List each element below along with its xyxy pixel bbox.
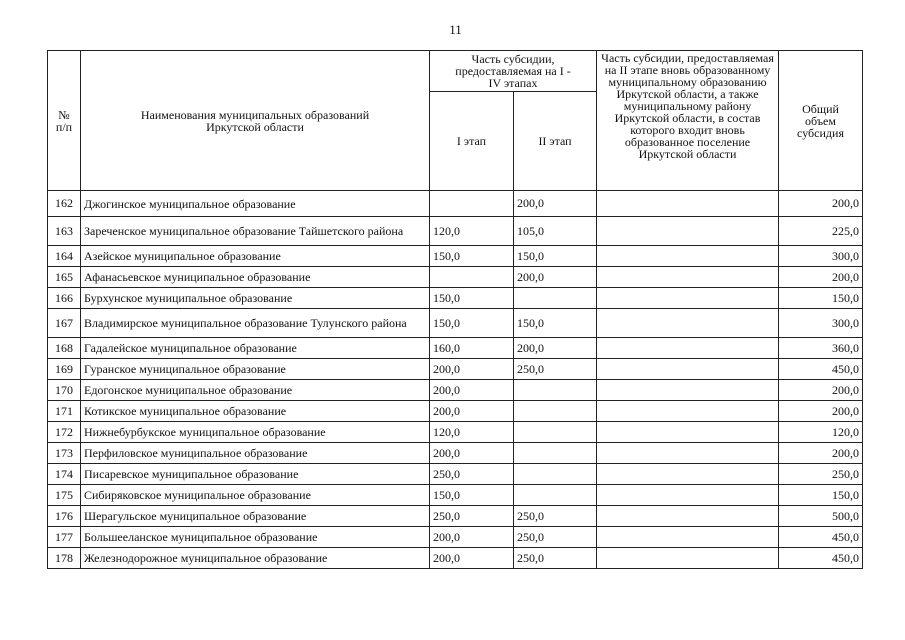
header-num: № п/п [48, 51, 81, 191]
total-value-cell: 200,0 [779, 267, 863, 288]
stage1-value-cell: 200,0 [430, 401, 514, 422]
table-row [48, 443, 863, 464]
table-row [48, 422, 863, 443]
part2-value-cell [597, 288, 779, 309]
stage1-value-cell: 120,0 [430, 422, 514, 443]
stage1-value-cell: 160,0 [430, 338, 514, 359]
stage1-value-cell: 150,0 [430, 309, 514, 338]
stage1-value-cell: 150,0 [430, 485, 514, 506]
stage1-value-cell: 150,0 [430, 246, 514, 267]
total-value-cell: 500,0 [779, 506, 863, 527]
total-value-cell: 360,0 [779, 338, 863, 359]
header-total: Общий объем субсидия [779, 51, 863, 191]
municipality-name-cell: Бурхунское муниципальное образование [81, 288, 430, 309]
part2-value-cell [597, 191, 779, 217]
stage1-value-cell: 250,0 [430, 464, 514, 485]
table-row [48, 527, 863, 548]
row-number-cell: 169 [48, 359, 81, 380]
total-value-cell: 200,0 [779, 443, 863, 464]
stage2-value-cell [514, 401, 597, 422]
stage2-value-cell: 250,0 [514, 506, 597, 527]
total-value-cell: 150,0 [779, 485, 863, 506]
subsidy-table [47, 50, 863, 569]
municipality-name-cell: Владимирское муниципальное образование Тулунского района [81, 309, 430, 338]
row-number-cell: 163 [48, 217, 81, 246]
stage1-value-cell: 150,0 [430, 288, 514, 309]
part2-value-cell [597, 506, 779, 527]
total-value-cell: 200,0 [779, 380, 863, 401]
row-number-cell: 165 [48, 267, 81, 288]
municipality-name-cell: Железнодорожное муниципальное образование [81, 548, 430, 569]
part2-value-cell [597, 246, 779, 267]
table-row [48, 506, 863, 527]
total-value-cell: 450,0 [779, 359, 863, 380]
stage2-value-cell: 250,0 [514, 527, 597, 548]
stage1-value-cell: 120,0 [430, 217, 514, 246]
stage2-value-cell: 105,0 [514, 217, 597, 246]
stage2-value-cell [514, 485, 597, 506]
row-number-cell: 167 [48, 309, 81, 338]
part2-value-cell [597, 359, 779, 380]
part2-value-cell [597, 527, 779, 548]
total-value-cell: 300,0 [779, 309, 863, 338]
table-row [48, 338, 863, 359]
part2-value-cell [597, 464, 779, 485]
municipality-name-cell: Гадалейское муниципальное образование [81, 338, 430, 359]
stage1-value-cell: 250,0 [430, 506, 514, 527]
stage1-value-cell: 200,0 [430, 380, 514, 401]
municipality-name-cell: Шерагульское муниципальное образование [81, 506, 430, 527]
municipality-name-cell: Перфиловское муниципальное образование [81, 443, 430, 464]
total-value-cell: 450,0 [779, 548, 863, 569]
table-row [48, 217, 863, 246]
municipality-name-cell: Нижнебурбукское муниципальное образование [81, 422, 430, 443]
stage1-value-cell: 200,0 [430, 527, 514, 548]
table-row [48, 464, 863, 485]
stage1-value-cell [430, 191, 514, 217]
row-number-cell: 168 [48, 338, 81, 359]
municipality-name-cell: Зареченское муниципальное образование Тайшетского района [81, 217, 430, 246]
table-body [48, 191, 863, 569]
row-number-cell: 176 [48, 506, 81, 527]
part2-value-cell [597, 217, 779, 246]
row-number-cell: 171 [48, 401, 81, 422]
total-value-cell: 150,0 [779, 288, 863, 309]
table-row [48, 191, 863, 217]
row-number-cell: 175 [48, 485, 81, 506]
header-stage1: I этап [430, 92, 514, 191]
municipality-name-cell: Азейское муниципальное образование [81, 246, 430, 267]
stage2-value-cell: 150,0 [514, 246, 597, 267]
row-number-cell: 162 [48, 191, 81, 217]
stage2-value-cell: 150,0 [514, 309, 597, 338]
stage1-value-cell: 200,0 [430, 359, 514, 380]
part2-value-cell [597, 485, 779, 506]
total-value-cell: 200,0 [779, 191, 863, 217]
part2-value-cell [597, 443, 779, 464]
part2-value-cell [597, 422, 779, 443]
total-value-cell: 120,0 [779, 422, 863, 443]
municipality-name-cell: Сибиряковское муниципальное образование [81, 485, 430, 506]
header-part1: Часть субсидии, предоставляемая на I - IV этапах [430, 51, 597, 92]
total-value-cell: 225,0 [779, 217, 863, 246]
table-row [48, 267, 863, 288]
stage2-value-cell: 200,0 [514, 191, 597, 217]
table-header [48, 51, 863, 191]
part2-value-cell [597, 401, 779, 422]
municipality-name-cell: Котикское муниципальное образование [81, 401, 430, 422]
table-row [48, 288, 863, 309]
municipality-name-cell: Джогинское муниципальное образование [81, 191, 430, 217]
stage2-value-cell: 200,0 [514, 338, 597, 359]
total-value-cell: 200,0 [779, 401, 863, 422]
municipality-name-cell: Афанасьевское муниципальное образование [81, 267, 430, 288]
row-number-cell: 174 [48, 464, 81, 485]
stage2-value-cell [514, 464, 597, 485]
stage2-value-cell [514, 443, 597, 464]
row-number-cell: 166 [48, 288, 81, 309]
stage2-value-cell [514, 380, 597, 401]
row-number-cell: 164 [48, 246, 81, 267]
header-stage2: II этап [514, 92, 597, 191]
municipality-name-cell: Писаревское муниципальное образование [81, 464, 430, 485]
part2-value-cell [597, 267, 779, 288]
total-value-cell: 250,0 [779, 464, 863, 485]
stage2-value-cell [514, 422, 597, 443]
row-number-cell: 178 [48, 548, 81, 569]
stage2-value-cell: 250,0 [514, 359, 597, 380]
stage1-value-cell: 200,0 [430, 443, 514, 464]
stage2-value-cell: 200,0 [514, 267, 597, 288]
table-row [48, 246, 863, 267]
row-number-cell: 177 [48, 527, 81, 548]
stage1-value-cell [430, 267, 514, 288]
header-name: Наименования муниципальных образований Иркутской области [81, 51, 430, 191]
row-number-cell: 172 [48, 422, 81, 443]
municipality-name-cell: Гуранское муниципальное образование [81, 359, 430, 380]
stage2-value-cell [514, 288, 597, 309]
page-number: 11 [449, 22, 462, 37]
table-row [48, 401, 863, 422]
part2-value-cell [597, 338, 779, 359]
municipality-name-cell: Едогонское муниципальное образование [81, 380, 430, 401]
total-value-cell: 450,0 [779, 527, 863, 548]
total-value-cell: 300,0 [779, 246, 863, 267]
table-row [48, 380, 863, 401]
table-row [48, 548, 863, 569]
table-row [48, 485, 863, 506]
stage2-value-cell: 250,0 [514, 548, 597, 569]
table-row [48, 309, 863, 338]
municipality-name-cell: Большееланское муниципальное образование [81, 527, 430, 548]
part2-value-cell [597, 548, 779, 569]
header-part2: Часть субсидии, предоставляемая на II этапе вновь образованному муниципальному образованию Иркутской области, а также муниципальному району Иркутской области, в состав которого входит вновь образованное поселение Иркутской области [597, 51, 779, 191]
part2-value-cell [597, 309, 779, 338]
stage1-value-cell: 200,0 [430, 548, 514, 569]
table-row [48, 359, 863, 380]
row-number-cell: 170 [48, 380, 81, 401]
row-number-cell: 173 [48, 443, 81, 464]
part2-value-cell [597, 380, 779, 401]
